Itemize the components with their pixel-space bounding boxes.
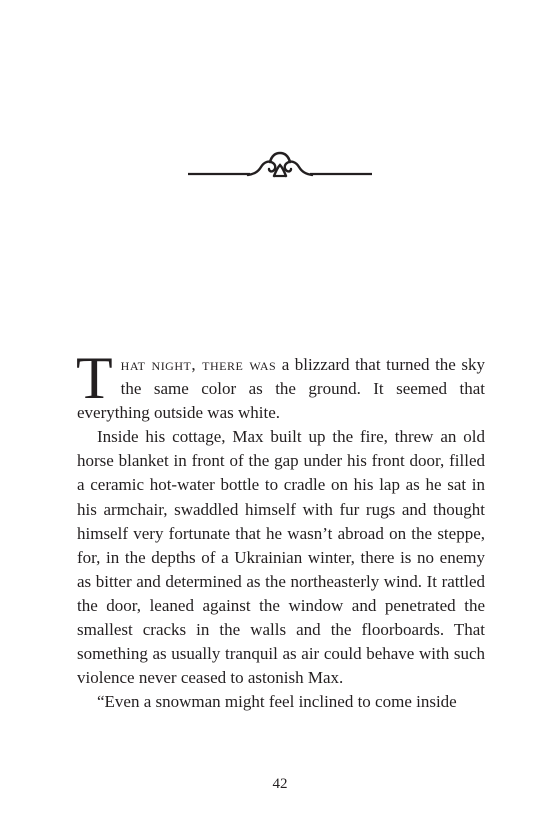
drop-cap: T xyxy=(76,345,113,411)
paragraph-1 xyxy=(76,345,485,425)
opening-smallcaps: hat night, there was xyxy=(120,355,277,374)
page-number: 42 xyxy=(272,776,288,792)
paragraph-2: Inside his cottage, Max built up the fire, threw an old horse blanket in front of the gap under his front door, filled a ceramic hot-water bottle to cradle on his lap as he sat in his armchair, swaddled himself with fur rugs and thought himself very fortunate that he wasn’t abroad on the steppe, for, in the depths of a Ukrainian winter, there is no enemy as bitter and determined as the northeasterly wind. It rattled the door, leaned against the window and penetrated the smallest cracks in the walls and the floorboards. That something as usually tranquil as air could behave with such violence never ceased to astonish Max. xyxy=(77,427,485,688)
paragraph-3: “Even a snowman might feel inclined to come inside xyxy=(97,692,457,712)
flourish-divider-icon xyxy=(188,150,372,184)
paragraph-1-text: a blizzard that turned the sky the same color as the ground. It seemed that everything outside was white. xyxy=(77,355,485,423)
chapter-body-text xyxy=(76,345,485,714)
